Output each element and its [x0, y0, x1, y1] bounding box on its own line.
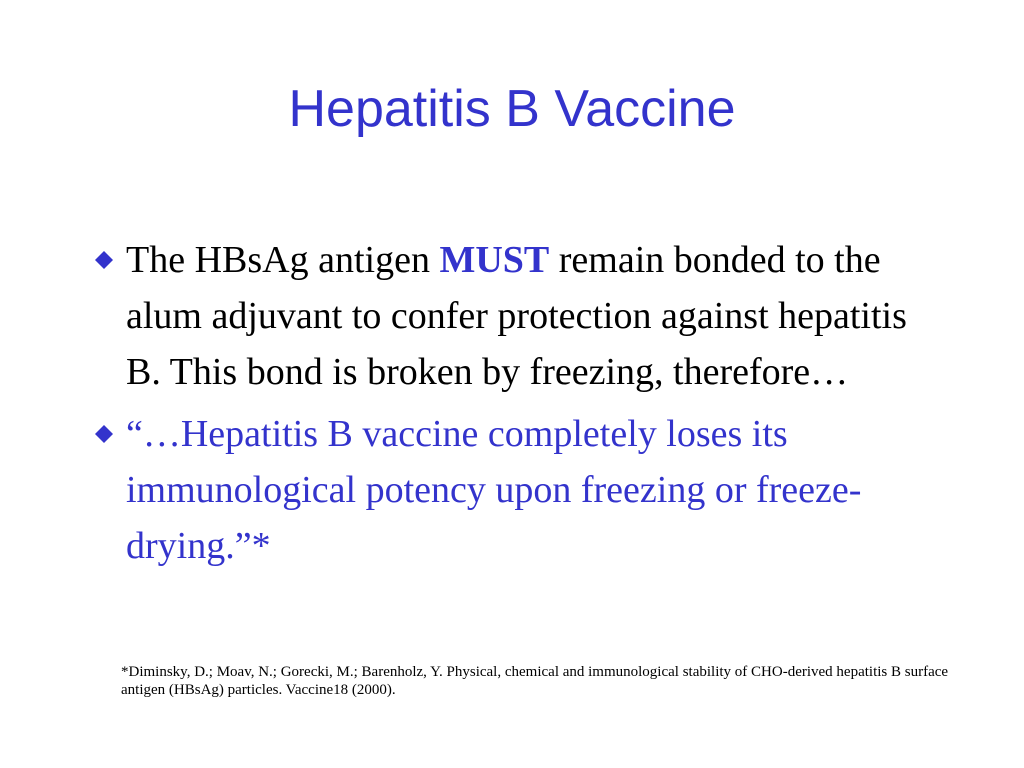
diamond-bullet-icon: [94, 424, 114, 444]
bullet-item: [92, 406, 942, 574]
bullet-text-part1: The HBsAg antigen: [126, 239, 440, 281]
bullet-quote-text: “…Hepatitis B vaccine completely loses its immunological potency upon freezing or freeze-drying.”*: [126, 413, 862, 567]
bullet-list: [92, 232, 942, 574]
bullet-text-part2: remain bonded to the alum adjuvant to confer protection against hepatitis B. This bond is broken by freezing, therefore…: [126, 239, 907, 393]
bullet-item: [92, 232, 942, 400]
bullet-emphasis: MUST: [439, 239, 550, 281]
diamond-bullet-icon: [94, 250, 114, 270]
bullet-text: [126, 232, 942, 400]
footnote-citation: *Diminsky, D.; Moav, N.; Gorecki, M.; Barenholz, Y. Physical, chemical and immunological stability of CHO-derived hepatitis B surface antigen (HBsAg) particles. Vaccine18 (2000).: [121, 664, 949, 698]
slide-title: Hepatitis B Vaccine: [288, 80, 736, 138]
